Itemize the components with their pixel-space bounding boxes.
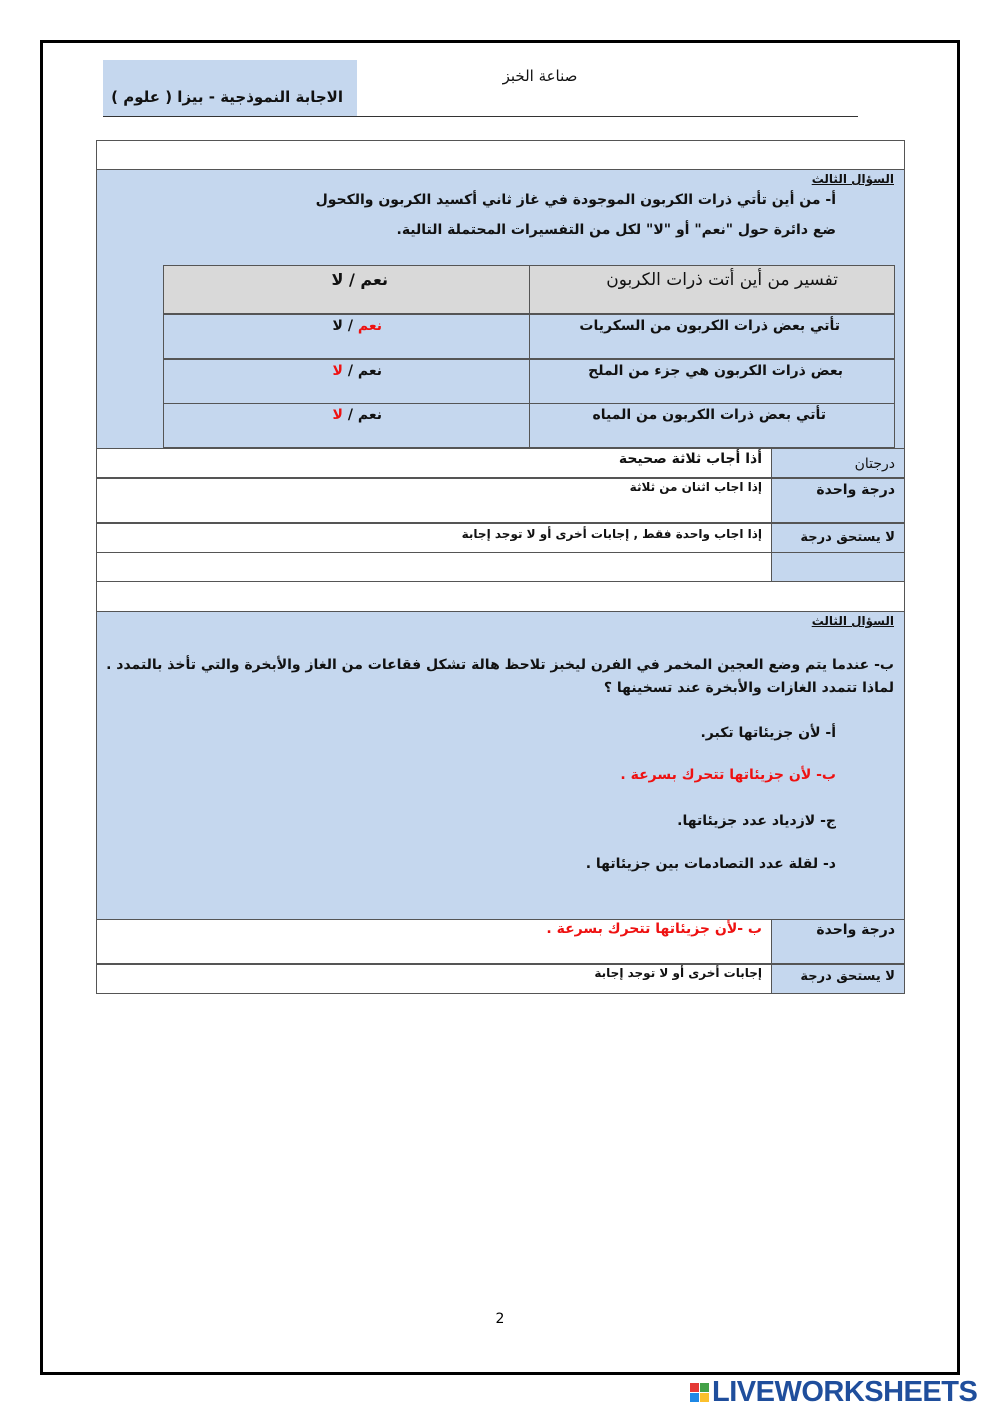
no-option[interactable]: لا: [332, 407, 343, 423]
no-option[interactable]: لا: [332, 363, 343, 379]
score-label: لا يستحق درجة: [800, 530, 895, 545]
header-subtitle: الاجابة النموذجية - بيزا ( علوم ): [111, 88, 343, 106]
score-label: درجة واحدة: [816, 922, 895, 938]
q2-prompt-line1: ب- عندما يتم وضع العجين المخمر في الفرن ليخبز تلاحظ هالة تشكل فقاعات من الغاز والأبخرة والتي تأخذ بالتمدد .: [106, 657, 894, 673]
empty-row: [96, 140, 905, 170]
q1-col-explanation: تفسير من أين أتت ذرات الكربون: [606, 270, 838, 290]
criterion: إذا اجاب واحدة فقط , إجابات أخرى أو لا توجد إجابة: [461, 527, 762, 541]
option-b[interactable]: ب- لأن جزيئاتها تتحرك بسرعة .: [620, 767, 836, 783]
separator: /: [342, 407, 358, 423]
no-option[interactable]: لا: [332, 318, 343, 334]
yes-option[interactable]: نعم: [357, 407, 382, 423]
logo-text: LIVEWORKSHEETS: [712, 1376, 978, 1408]
row-text: تأتي بعض ذرات الكربون من المياه: [592, 407, 826, 423]
q1-col-yes-no: نعم / لا: [331, 270, 388, 289]
q1-prompt-line1: أ- من أين تأتي ذرات الكربون الموجودة في غاز ثاني أكسيد الكربون والكحول: [315, 192, 836, 208]
q1-prompt-line2: ضع دائرة حول "نعم" أو "لا" لكل من التفسيرات المحتملة التالية.: [396, 222, 836, 238]
score-label: لا يستحق درجة: [800, 969, 895, 984]
yes-option[interactable]: نعم: [357, 363, 382, 379]
score-label: درجة واحدة: [816, 482, 895, 498]
criterion: ب -لأن جزيئاتها تتحرك بسرعة .: [546, 921, 762, 937]
q2-prompt-line2: لماذا تتمدد الغازات والأبخرة عند تسخينها ؟: [603, 680, 894, 696]
page-number: 2: [495, 1311, 505, 1327]
yes-no-choice[interactable]: [333, 318, 382, 334]
page-title: صناعة الخبز: [502, 67, 578, 85]
separator: /: [342, 318, 358, 334]
liveworksheets-logo[interactable]: [690, 1376, 977, 1409]
q1-label: السؤال الثالث: [811, 172, 894, 186]
row-text: تأتي بعض ذرات الكربون من السكريات: [579, 318, 840, 334]
option-d[interactable]: د- لقلة عدد التصادمات بين جزيئاتها .: [585, 856, 836, 872]
option-a[interactable]: أ- لأن جزيئاتها تكبر.: [700, 725, 836, 741]
separator: /: [342, 363, 358, 379]
yes-no-choice[interactable]: [333, 407, 382, 423]
header-rule: [103, 116, 858, 117]
score-label: درجتان: [854, 456, 895, 472]
criterion: أذا أجاب ثلاثة صحيحة: [618, 451, 762, 467]
logo-icon: [690, 1383, 709, 1402]
q2-label: السؤال الثالث: [811, 614, 894, 628]
yes-option[interactable]: نعم: [357, 318, 382, 334]
criterion: إجابات أخرى أو لا توجد إجابة: [594, 966, 762, 980]
option-c[interactable]: ج- لازدياد عدد جزيئاتها.: [677, 813, 836, 829]
row-text: بعض ذرات الكربون هي جزء من الملح: [588, 363, 843, 379]
empty-row: [96, 581, 905, 612]
criterion: إذا اجاب اثنان من ثلاثة: [629, 480, 762, 494]
yes-no-choice[interactable]: [333, 363, 382, 379]
score-cell: [771, 552, 905, 582]
